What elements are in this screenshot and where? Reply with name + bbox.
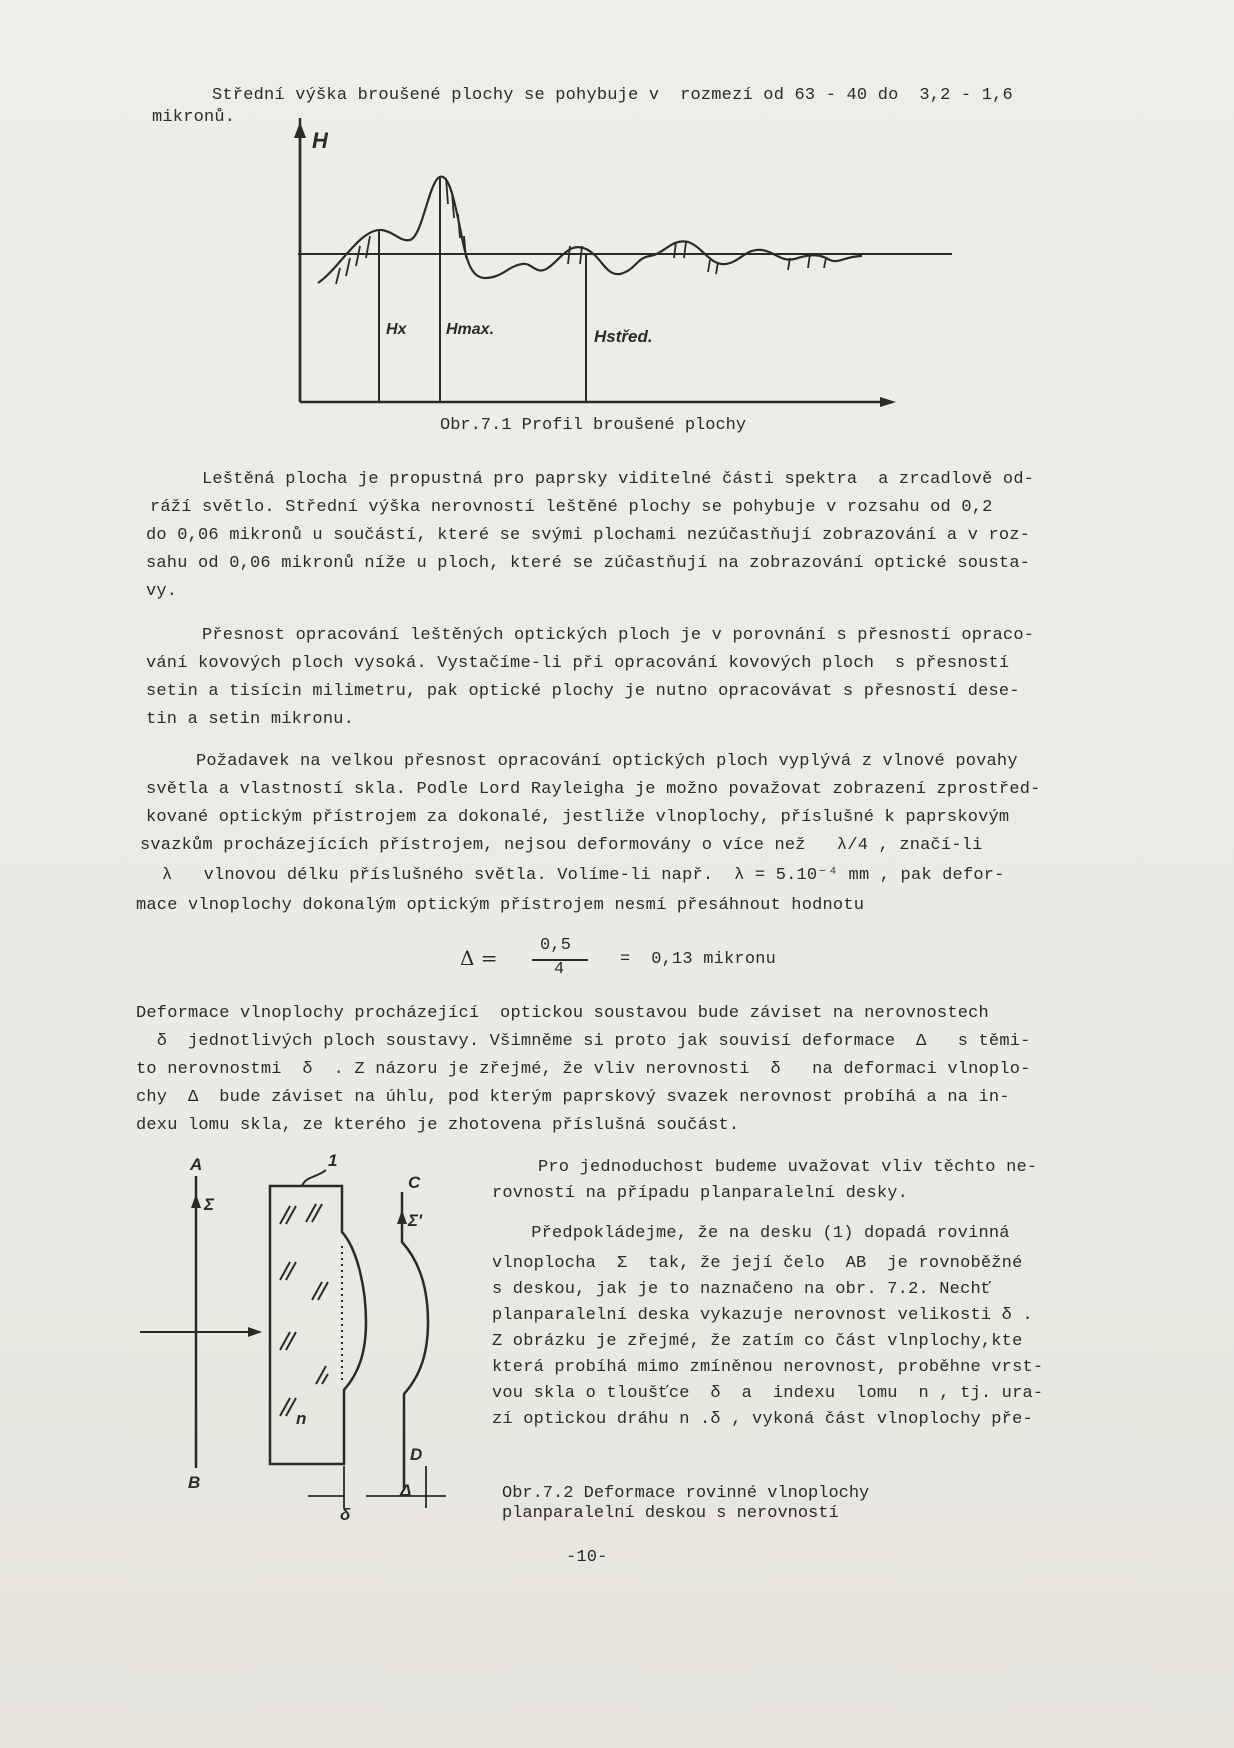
para5-line: rovností na případu planparalelní desky.	[492, 1184, 909, 1203]
fig2-caption-line-2: planparalelní deskou s nerovností	[502, 1504, 839, 1523]
fig2-caption-line-1: Obr.7.2 Deformace rovinné vlnoplochy	[502, 1484, 870, 1503]
fig2-cd-arrow	[397, 1210, 407, 1224]
para2-line: Přesnost opracování leštěných optických ploch je v porovnání s přesností opraco-	[202, 626, 1035, 645]
para4-line: chy Δ bude záviset na úhlu, pod kterým paprskový svazek nerovnost probíhá a na in-	[136, 1088, 1010, 1107]
para3-line: kované optickým přístrojem za dokonalé, jestliže vlnoplochy, příslušné k paprskovým	[146, 808, 1010, 827]
para1-line: do 0,06 mikronů u součástí, které se svými plochami nezúčastňují zobrazování a v roz-	[146, 526, 1031, 545]
fig2-ray-arrow	[248, 1327, 262, 1337]
para5-line: zí optickou dráhu n .δ , vykoná část vlnoplochy pře-	[492, 1410, 1033, 1429]
para5-line: planparalelní deska vykazuje nerovnost velikosti δ .	[492, 1306, 1033, 1325]
fig2-label-zprime: Σ'	[408, 1211, 423, 1230]
para2-line: vání kovových ploch vysoká. Vystačíme-li při opracování kovových ploch s přesností	[146, 654, 1010, 673]
para5-line: Pro jednoduchost budeme uvažovat vliv těchto ne-	[538, 1158, 1038, 1177]
para4-line: δ jednotlivých ploch soustavy. Všimněme si proto jak souvisí deformace Δ s těmi-	[136, 1032, 1031, 1051]
fig2-label-b: B	[188, 1473, 201, 1492]
equation-denominator: 4	[554, 960, 565, 979]
fig1-label-hx: Hx	[386, 321, 407, 338]
para4-line: Deformace vlnoplochy procházející optickou soustavou bude záviset na nerovnostech	[136, 1004, 989, 1023]
para5-line: vou skla o tloušťce δ a indexu lomu n , tj. ura-	[492, 1384, 1044, 1403]
fig2-label-c: C	[408, 1173, 421, 1192]
figure-7-1-profile	[270, 118, 970, 418]
para5-line: Předpokládejme, že na desku (1) dopadá rovinná	[500, 1224, 1010, 1243]
fig1-y-axis-arrow	[294, 122, 306, 138]
fig2-plate-hatching	[280, 1204, 328, 1416]
fig2-ab-arrow	[191, 1194, 201, 1208]
para1-line: sahu od 0,06 mikronů níže u ploch, které se zúčastňují na zobrazování optické sousta-	[146, 554, 1031, 573]
para2-line: tin a setin mikronu.	[146, 710, 355, 729]
fig2-label-d: D	[410, 1445, 423, 1464]
fig2-label-delta-big: Δ	[400, 1481, 412, 1500]
para4-line: to nerovnostmi δ . Z názoru je zřejmé, že vliv nerovnosti δ na deformaci vlnoplo-	[136, 1060, 1031, 1079]
figure-7-2-plate	[130, 1150, 470, 1530]
fig2-label-a: A	[190, 1155, 203, 1174]
para1-line: ráží světlo. Střední výška nerovností leštěné plochy se pohybuje v rozsahu od 0,2	[150, 498, 993, 517]
fig1-label-hmax: Hmax.	[446, 321, 495, 338]
fig2-label-z: Σ	[204, 1195, 215, 1214]
equation-rhs: = 0,13 mikronu	[620, 950, 777, 969]
fig2-label-delta-small: δ	[340, 1505, 351, 1524]
para5-line: která probíhá mimo zmíněnou nerovnost, proběhne vrst-	[492, 1358, 1044, 1377]
para3-line: světla a vlastností skla. Podle Lord Rayleigha je možno považovat zobrazení zprostřed-	[146, 780, 1041, 799]
fig1-axis-label: H	[312, 128, 328, 153]
fig1-hatching	[336, 178, 826, 284]
equation	[460, 936, 880, 986]
para5-line: Z obrázku je zřejmé, že zatím co část vlnplochy,kte	[492, 1332, 1023, 1351]
fig2-label-1: 1	[328, 1151, 338, 1170]
equation-lhs: Δ =	[460, 946, 498, 970]
fig1-caption: Obr.7.1 Profil broušené plochy	[440, 416, 747, 435]
equation-numerator: 0,5	[540, 936, 572, 955]
intro-line-1: Střední výška broušené plochy se pohybuje v rozmezí od 63 - 40 do 3,2 - 1,6	[212, 86, 1013, 105]
para3-line: Požadavek na velkou přesnost opracování optických ploch vyplývá z vlnové povahy	[196, 752, 1018, 771]
para1-line: Leštěná plocha je propustná pro paprsky viditelné části spektra a zrcadlově od-	[202, 470, 1035, 489]
fig2-label-n: n	[296, 1409, 307, 1428]
page-number: -10-	[566, 1548, 608, 1567]
para1-line: vy.	[146, 582, 178, 601]
para3-line: mace vlnoplochy dokonalým optickým přístrojem nesmí přesáhnout hodnotu	[136, 896, 865, 915]
para3-line: svazkům procházejících přístrojem, nejsou deformovány o více než λ/4 , značí-li	[140, 836, 983, 855]
fig2-plate	[270, 1186, 366, 1464]
fig1-profile-curve	[318, 177, 862, 283]
para5-line: vlnoplocha Σ tak, že její čelo AB je rovnoběžné	[492, 1254, 1023, 1273]
para2-line: setin a tisícin milimetru, pak optické plochy je nutno opracovávat s přesností dese-	[146, 682, 1020, 701]
fig1-label-hstred: Hstřed.	[594, 327, 653, 346]
intro-line-2: mikronů.	[152, 108, 236, 127]
fig1-x-axis-arrow	[880, 397, 896, 407]
para4-line: dexu lomu skla, ze kterého je zhotovena příslušná součást.	[136, 1116, 740, 1135]
para5-line: s deskou, jak je to naznačeno na obr. 7.2. Nechť	[492, 1280, 992, 1299]
para3-line: λ vlnovou délku příslušného světla. Volíme-li např. λ = 5.10⁻⁴ mm , pak defor-	[162, 866, 1005, 885]
